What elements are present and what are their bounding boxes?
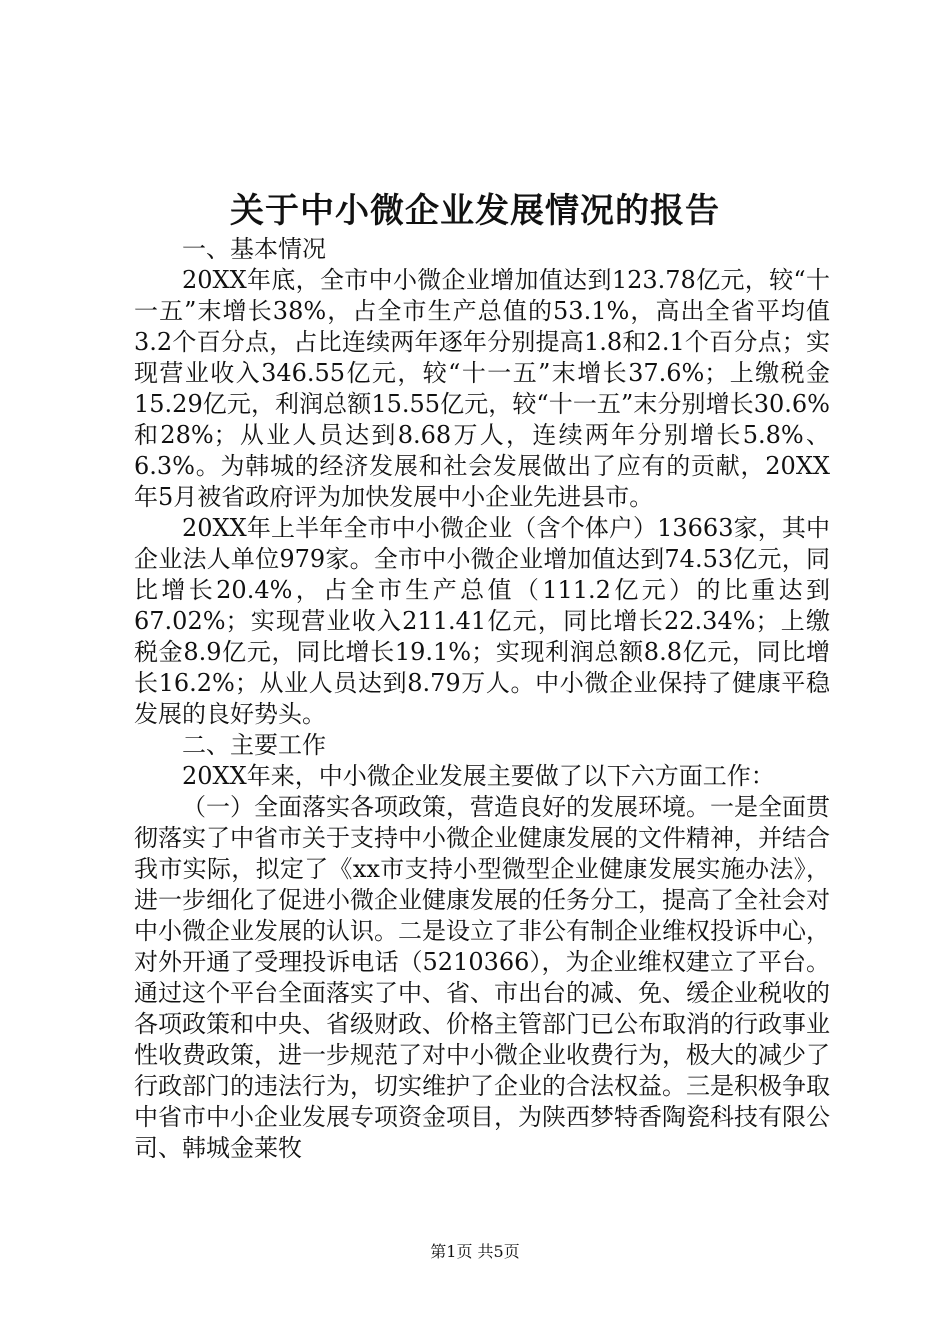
paragraph-4: （一）全面落实各项政策，营造良好的发展环境。一是全面贯彻落实了中省市关于支持中小微企业健康发展的文件精神，并结合我市实际，拟定了《xx市支持小型微型企业健康发展实施办法》，进一步细化了促进小微企业健康发展的任务分工，提高了全社会对中小微企业发展的认识。二是设立了非公有制企业维权投诉中心，对外开通了受理投诉电话（5210366），为企业维权建立了平台。通过这个平台全面落实了中、省、市出台的减、免、缓企业税收的各项政策和中央、省级财政、价格主管部门已公布取消的行政事业性收费政策，进一步规范了对中小微企业收费行为，极大的减少了行政部门的违法行为，切实维护了企业的合法权益。三是积极争取中省市中小企业发展专项资金项目，为陕西梦特香陶瓷科技有限公司、韩城金莱牧 [134,793,830,1162]
section-heading-work: 二、主要工作 [182,731,326,759]
document-title: 关于中小微企业发展情况的报告 [230,191,720,231]
paragraph-3: 20XX年来，中小微企业发展主要做了以下六方面工作： [182,762,775,790]
page-footer: 第1页 共5页 [430,1242,520,1261]
paragraph-2: 20XX年上半年全市中小微企业（含个体户）13663家，其中企业法人单位979家。全市中小微企业增加值达到74.53亿元，同比增长20.4%，占全市生产总值（111.2亿元）的比重达到67.02%；实现营业收入211.41亿元，同比增长22.34%；上缴税金8.9亿元，同比增长19.1%；实现利润总额8.8亿元，同比增长16.2%；从业人员达到8.79万人。中小微企业保持了健康平稳发展的良好势头。 [134,514,830,728]
paragraph-1: 20XX年底，全市中小微企业增加值达到123.78亿元，较“十一五”末增长38%，占全市生产总值的53.1%，高出全省平均值3.2个百分点，占比连续两年逐年分别提高1.8和2.1个百分点；实现营业收入346.55亿元，较“十一五”末增长37.6%；上缴税金15.29亿元，利润总额15.55亿元，较“十一五”末分别增长30.6%和28%；从业人员达到8.68万人，连续两年分别增长5.8%、6.3%。为韩城的经济发展和社会发展做出了应有的贡献，20XX年5月被省政府评为加快发展中小企业先进县市。 [134,266,830,511]
section-heading-basic: 一、基本情况 [182,235,326,263]
document-body [134,234,830,1164]
